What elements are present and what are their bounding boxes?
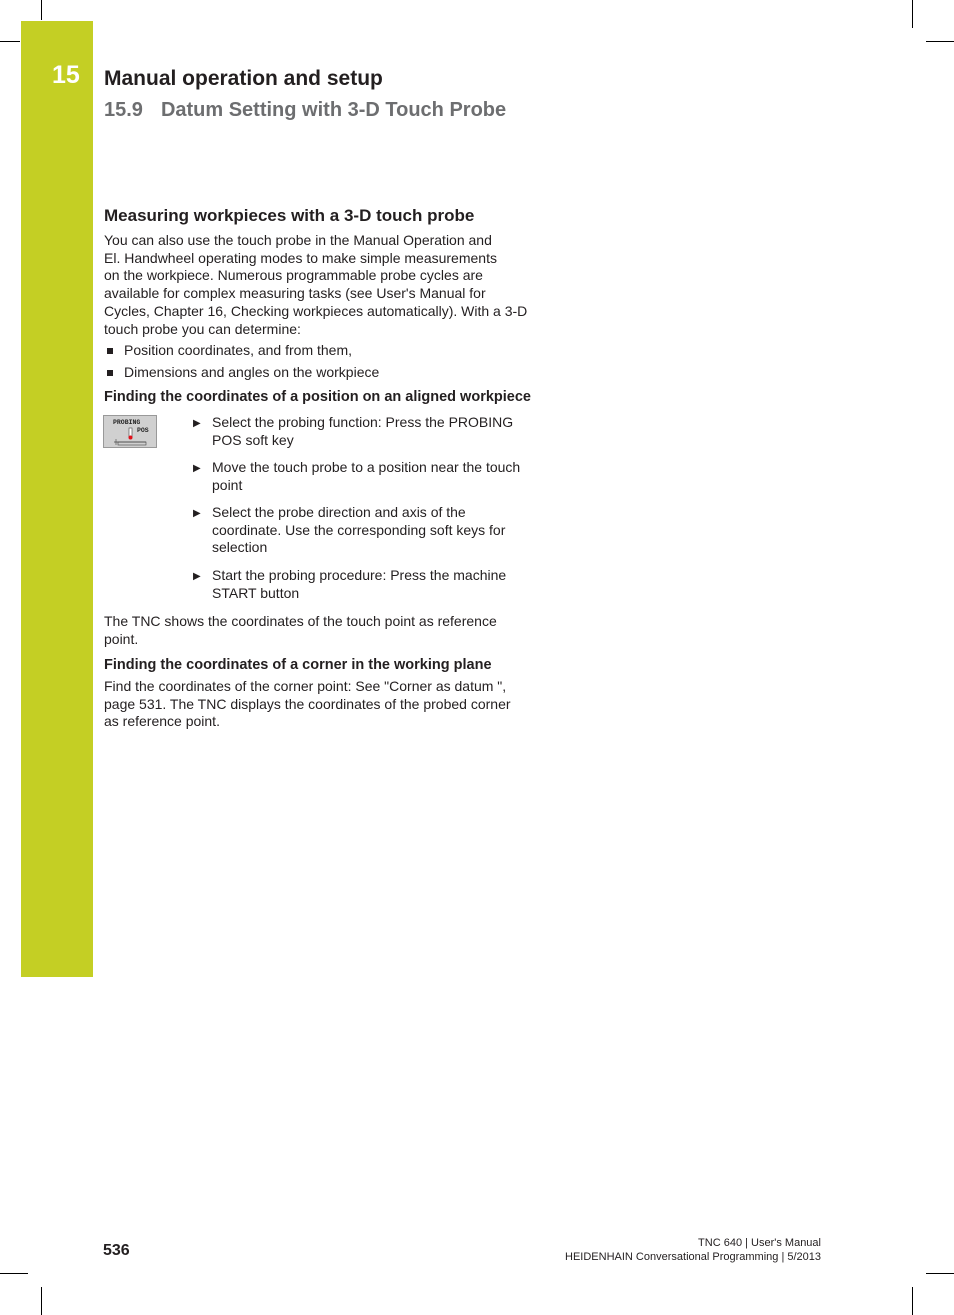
text-line: Move the touch probe to a position near the touch bbox=[212, 459, 521, 475]
heading: Measuring workpieces with a 3-D touch probe bbox=[104, 206, 475, 225]
step-arrow-icon: ▶ bbox=[193, 418, 201, 429]
chapter-title: Manual operation and setup bbox=[104, 67, 383, 90]
text-line: El. Handwheel operating modes to make simple measurements bbox=[104, 249, 497, 266]
step-arrow-icon: ▶ bbox=[193, 463, 201, 474]
footer-line: TNC 640 | User's Manual bbox=[698, 1237, 821, 1249]
text-line: coordinate. Use the corresponding soft keys for bbox=[212, 521, 506, 538]
text-line: selection bbox=[212, 539, 268, 556]
text-line: START button bbox=[212, 584, 300, 601]
crop-mark bbox=[926, 1273, 954, 1274]
step bbox=[212, 567, 506, 602]
crop-mark bbox=[0, 41, 20, 42]
footer-info bbox=[565, 1236, 821, 1264]
step-arrow-icon: ▶ bbox=[193, 508, 201, 519]
crop-mark bbox=[912, 0, 913, 28]
list-item: Dimensions and angles on the workpiece bbox=[124, 364, 380, 380]
crop-mark bbox=[912, 1287, 913, 1315]
softkey-label: POS bbox=[137, 427, 149, 434]
step bbox=[212, 414, 513, 449]
text-line: Find the coordinates of the corner point: See "Corner as datum ", bbox=[104, 678, 507, 694]
chapter-number: 15 bbox=[52, 61, 80, 89]
text-line: as reference point. bbox=[104, 713, 220, 730]
text-line: The TNC shows the coordinates of the touch point as reference bbox=[104, 613, 497, 629]
subheading: Finding the coordinates of a position on an aligned workpiece bbox=[104, 389, 531, 405]
section-title-text: Datum Setting with 3-D Touch Probe bbox=[160, 99, 507, 121]
step-arrow-icon: ▶ bbox=[193, 571, 201, 582]
crop-mark bbox=[0, 1273, 28, 1274]
text-line: Select the probe direction and axis of the bbox=[212, 504, 466, 520]
chapter-tab bbox=[21, 21, 93, 977]
paragraph bbox=[104, 613, 497, 648]
text-line: Cycles, Chapter 16, Checking workpieces automatically). With a 3-D bbox=[104, 302, 528, 319]
probing-pos-softkey-icon bbox=[103, 415, 157, 448]
text-line: Start the probing procedure: Press the machine bbox=[212, 567, 507, 583]
step bbox=[212, 504, 505, 557]
page-number: 536 bbox=[103, 1242, 130, 1259]
text-line: available for complex measuring tasks (see User's Manual for bbox=[104, 285, 486, 302]
crop-mark bbox=[41, 1287, 42, 1315]
crop-mark bbox=[41, 0, 42, 20]
paragraph bbox=[104, 678, 511, 731]
text-line: You can also use the touch probe in the Manual Operation and bbox=[104, 232, 492, 248]
softkey-label: PROBING bbox=[113, 419, 141, 426]
crop-mark bbox=[926, 41, 954, 42]
bullet-icon bbox=[107, 348, 113, 354]
subheading: Finding the coordinates of a corner in the working plane bbox=[104, 657, 492, 673]
text-line: point bbox=[212, 476, 243, 493]
intro-paragraph bbox=[104, 232, 527, 338]
text-line: on the workpiece. Numerous programmable probe cycles are bbox=[104, 267, 483, 284]
text-line: POS soft key bbox=[212, 431, 294, 448]
text-line: touch probe you can determine: bbox=[104, 320, 301, 337]
text-line: Select the probing function: Press the PROBING bbox=[212, 414, 514, 430]
step bbox=[212, 459, 520, 494]
footer-line: HEIDENHAIN Conversational Programming | 5/2013 bbox=[565, 1251, 821, 1263]
list-item: Position coordinates, and from them, bbox=[124, 342, 353, 358]
section-number: 15.9 bbox=[104, 99, 143, 121]
text-line: point. bbox=[104, 630, 139, 647]
section-title bbox=[104, 99, 506, 122]
bullet-icon bbox=[107, 370, 113, 376]
text-line: page 531. The TNC displays the coordinates of the probed corner bbox=[104, 695, 511, 712]
